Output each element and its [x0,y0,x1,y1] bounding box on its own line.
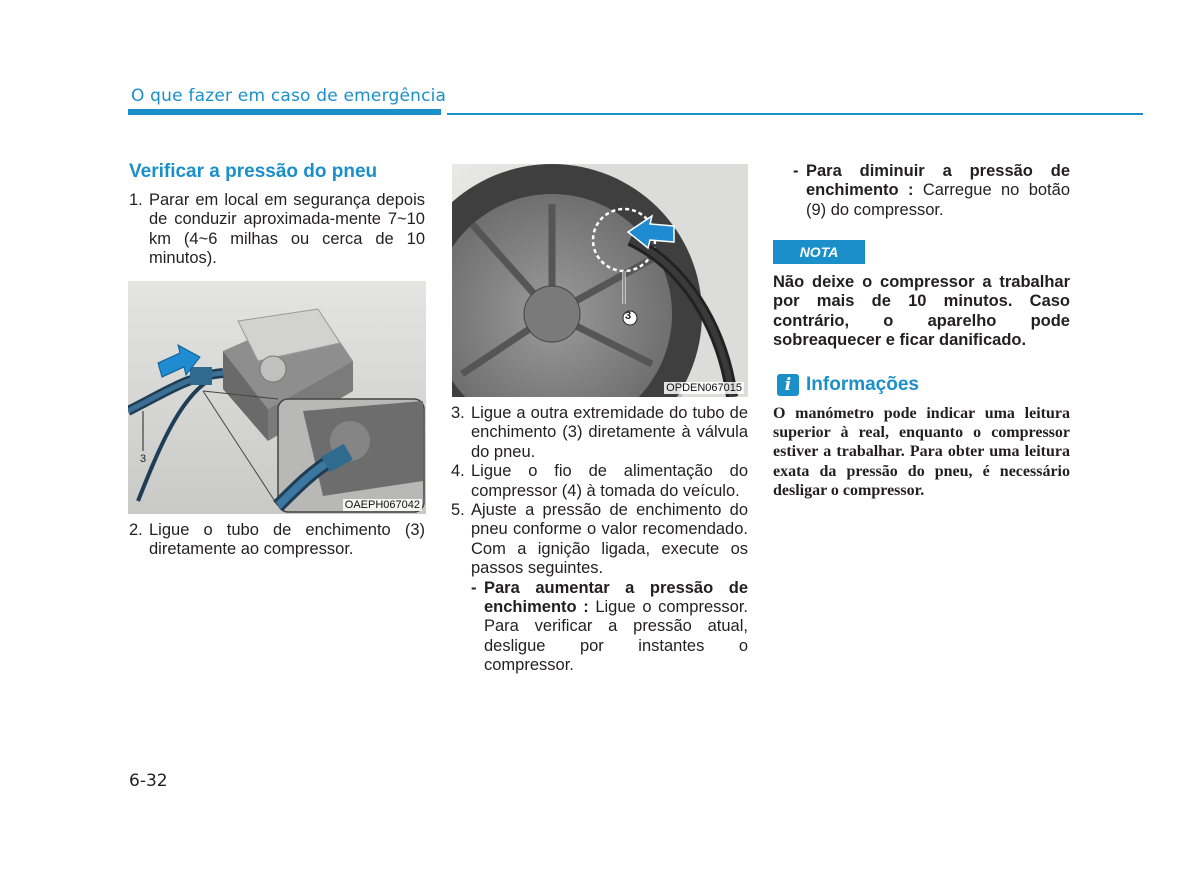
step-text: Ligue o fio de alimentação do compressor (4) à tomada do veículo. [471,462,748,500]
figure-code: OAEPH067042 [344,499,420,511]
step-text: Ajuste a pressão de enchimento do pneu conforme o valor recomendado. Com a ignição ligada, execute os passos seguintes. [471,501,748,578]
nota-text: Não deixe o compressor a trabalhar por mais de 10 minutos. Caso contrário, o aparelho pode sobreaquecer e ficar danificado. [773,273,1070,350]
header-rule-thick [128,109,441,115]
subitem-decrease-block [793,162,1070,220]
compressor-hose-illustration [128,281,426,514]
subitem-text: Carregue no botão (9) do compressor. [806,181,1070,219]
info-text: O manómetro pode indicar uma leitura superior à real, enquanto o compressor estiver a trabalhar. Para obter uma leitura exata da pressão do pneu, é necessário desligar o compressor. [773,405,1070,499]
step-text: Ligue a outra extremidade do tubo de enchimento (3) diretamente à válvula do pneu. [471,404,748,461]
subitem-dash: - [471,578,477,597]
page-number: 6-32 [129,771,168,791]
subitem-decrease [793,162,1070,220]
step-number: 5. [451,501,465,520]
compressor-figure [128,281,426,514]
chapter-title: O que fazer em caso de emergência [131,86,447,106]
info-icon: i [777,374,799,396]
step-number: 2. [129,521,143,539]
callout-number: 3 [140,453,147,465]
subitem-dash: - [793,162,799,180]
wheel-figure [452,164,748,397]
nota-badge: NOTA [773,240,865,264]
steps-3-5 [451,404,748,676]
step-number: 3. [451,404,465,422]
step-1 [129,191,425,269]
callout-number: 3 [625,310,632,322]
wheel-valve-illustration [452,164,748,397]
step-5 [451,501,748,579]
figure-code: OPDEN067015 [666,382,742,394]
header-rule-thin [447,113,1143,115]
step-number: 1. [129,191,143,209]
step-text: Ligue o tubo de enchimento (3) diretamente ao compressor. [149,521,425,559]
step-4 [451,462,748,501]
subitem-increase [471,579,748,676]
step-text: Parar em local em segurança depois de conduzir aproximada-mente 7~10 km (4~6 milhas ou cerca de 10 minutos). [149,191,425,268]
subitem-bold: Para aumentar a pressão de enchimento : [484,578,748,617]
subitem-bold: Para diminuir a pressão de enchimento : [806,162,1070,200]
step-2 [129,521,425,560]
step-number: 4. [451,462,465,481]
info-title: Informações [806,374,919,395]
step-3 [451,404,748,462]
section-title: Verificar a pressão do pneu [129,161,378,182]
subitem-text: Ligue o compressor. Para verificar a pressão atual, desligue por instantes o compressor. [484,598,748,675]
